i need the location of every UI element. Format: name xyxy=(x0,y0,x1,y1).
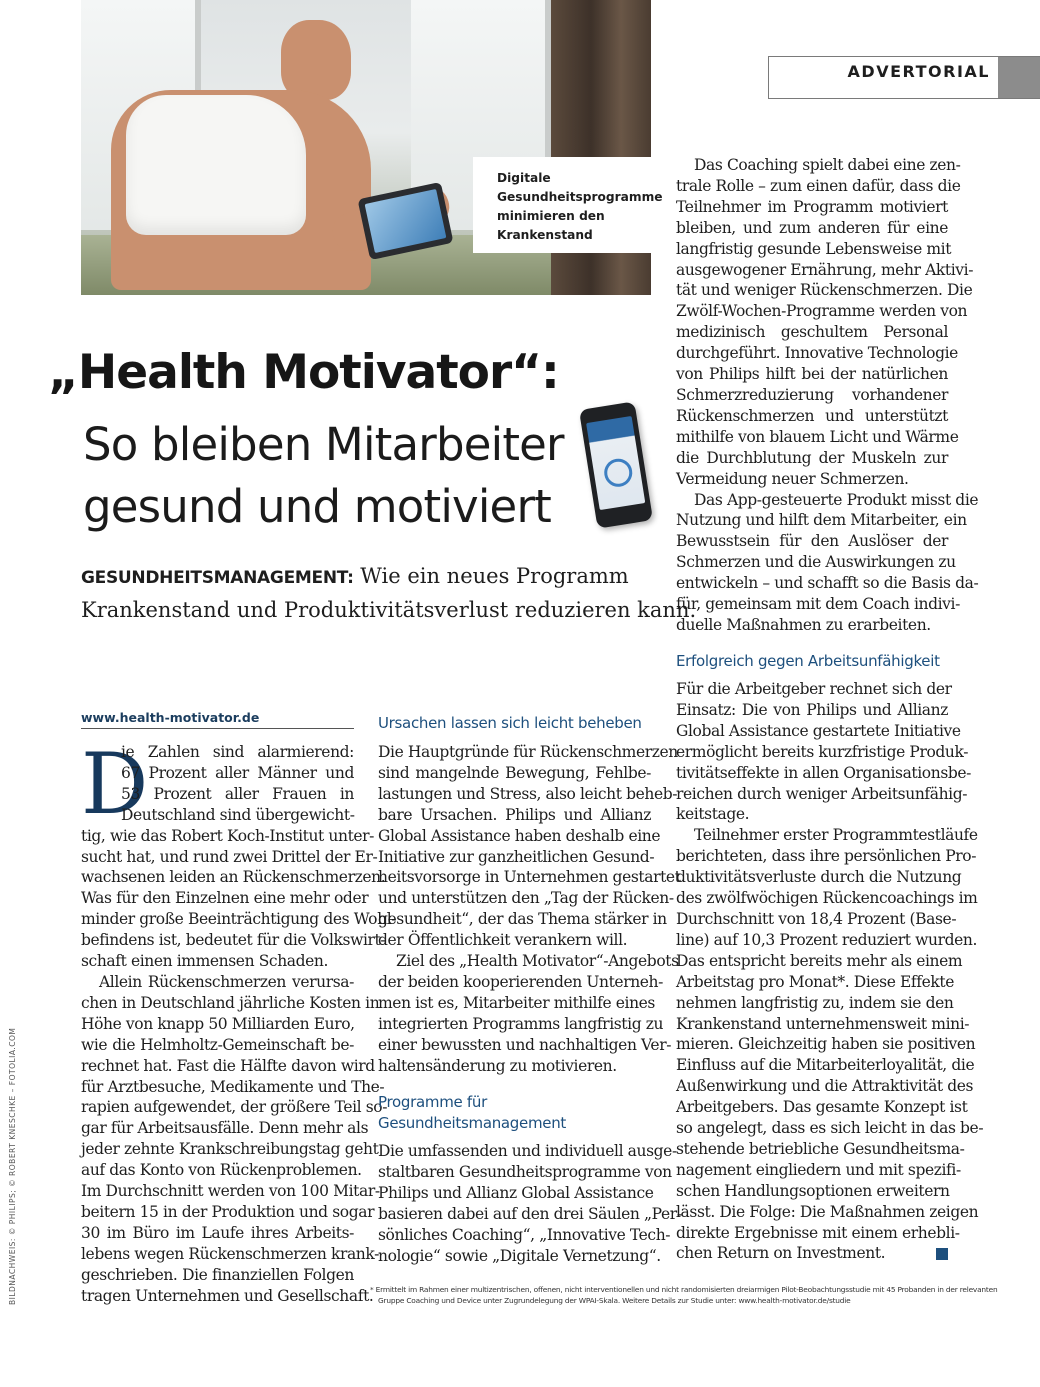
footnote-line: Gruppe Coaching und Device unter Zugrundelegung der WPAI-Skala. Weitere Details zur Studie unter: www.health-motivator.de/studie xyxy=(378,1295,851,1305)
text-line: ermöglicht bereits kurzfristige Produk- xyxy=(676,742,969,761)
subheading-programmes xyxy=(378,1092,566,1134)
lead-text: Wie ein neues Programm xyxy=(353,564,629,588)
text-line: Das entspricht bereits mehr als einem xyxy=(676,951,963,970)
text-line: Die Hauptgründe für Rückenschmerzen xyxy=(378,743,678,761)
text-line: auf das Konto von Rückenproblemen. xyxy=(81,1161,362,1180)
text-line: Im Durchschnitt werden von 100 Mitar- xyxy=(81,1182,380,1201)
text-line: für, gemeinsam mit dem Coach indivi- xyxy=(676,595,960,614)
text-line: jeder zehnte Krankschreibungstag geht xyxy=(81,1140,379,1159)
photo-caption xyxy=(473,157,663,253)
text-line: Was für den Einzelnen eine mehr oder xyxy=(81,889,369,908)
article-column-3-continued xyxy=(676,679,984,1264)
text-line: langfristig gesunde Lebensweise mit xyxy=(676,239,952,258)
text-line: duelle Maßnahmen zu erarbeiten. xyxy=(676,615,931,634)
text-line: gesundheit“, der das Thema stärker in xyxy=(378,910,667,929)
text-line: Arbeitgebers. Das gesamte Konzept ist xyxy=(676,1098,968,1117)
text-line: durchgeführt. Innovative Technologie xyxy=(676,344,958,363)
text-line: Schmerzen und die Auswirkungen zu xyxy=(676,553,956,572)
text-line: Philips und Allianz Global Assistance xyxy=(378,1183,654,1202)
text-line: Für die Arbeitgeber rechnet sich der xyxy=(676,680,952,698)
text-line: der beiden kooperierenden Unterneh- xyxy=(378,972,663,991)
text-line: des zwölfwöchigen Rückencoachings im xyxy=(676,889,978,908)
text-line: wachsenen leiden an Rückenschmerzen. xyxy=(81,868,386,887)
text-line: staltbaren Gesundheitsprogramme von xyxy=(378,1162,672,1181)
text-line: die Durchblutung der Muskeln zur xyxy=(676,448,948,467)
text-line: direkte Ergebnisse mit einem erhebli- xyxy=(676,1223,960,1242)
text-line: Rückenschmerzen und unterstützt xyxy=(676,406,948,425)
text-line: nagement eingliedern und mit spezifi- xyxy=(676,1160,961,1179)
text-line: Die umfassenden und individuell ausge- xyxy=(378,1142,677,1160)
text-line: sucht hat, und rund zwei Drittel der Er- xyxy=(81,847,378,866)
text-line: Krankenstand unternehmensweit mini- xyxy=(676,1014,970,1033)
text-line: 53 Prozent aller Frauen in xyxy=(121,784,354,803)
headline-title: „Health Motivator“: xyxy=(48,345,559,400)
text-line: duktivitätsverluste durch die Nutzung xyxy=(676,868,962,887)
subheading-line: Programme für xyxy=(378,1093,487,1111)
text-line: berichteten, dass ihre persönlichen Pro- xyxy=(676,847,977,866)
smartphone-image xyxy=(579,401,653,528)
text-line: 67 Prozent aller Männer und xyxy=(121,763,354,782)
article-column-2-continued xyxy=(378,1141,682,1266)
text-line: ie Zahlen sind alarmierend: xyxy=(121,743,354,761)
text-line: sönliches Coaching“, „Innovative Tech- xyxy=(378,1225,671,1244)
text-line: Das Coaching spielt dabei eine zen- xyxy=(694,156,961,174)
footnote xyxy=(370,1285,998,1306)
text-line: Allein Rückenschmerzen verursa- xyxy=(99,972,354,991)
text-line: mieren. Gleichzeitig haben sie positiven xyxy=(676,1035,976,1054)
text-line: Einfluss auf die Mitarbeiterloyalität, die xyxy=(676,1056,975,1075)
text-line: Global Assistance gestartete Initiative xyxy=(676,721,961,740)
text-line: befindens ist, bedeutet für die Volkswirt- xyxy=(81,931,386,950)
text-line: beitern 15 in der Produktion und sogar xyxy=(81,1202,375,1221)
subheading-success: Erfolgreich gegen Arbeitsunfähigkeit xyxy=(676,652,940,670)
article-column-2 xyxy=(378,742,681,1077)
text-line: nehmen langfristig zu, indem sie den xyxy=(676,993,954,1012)
advertorial-bar xyxy=(998,57,1040,98)
text-line: Teilnehmer im Programm motiviert xyxy=(676,197,948,216)
advertorial-label: ADVERTORIAL xyxy=(847,62,990,81)
lead-keyword: GESUNDHEITSMANAGEMENT: xyxy=(81,568,354,588)
text-line: mithilfe von blauem Licht und Wärme xyxy=(676,427,959,446)
text-line: von Philips hilft bei der natürlichen xyxy=(676,365,948,384)
text-line: Schmerzreduzierung vorhandener xyxy=(676,385,948,404)
caption-line: Digitale xyxy=(497,171,551,185)
text-line: nologie“ sowie „Digitale Vernetzung“. xyxy=(378,1246,661,1265)
text-line: gar für Arbeitsausfälle. Denn mehr als xyxy=(81,1119,369,1138)
text-line: keitstage. xyxy=(676,805,750,824)
text-line: ausgewogener Ernährung, mehr Aktivi- xyxy=(676,260,974,279)
text-line: trale Rolle – zum einen dafür, dass die xyxy=(676,176,961,195)
caption-line: minimieren den xyxy=(497,209,605,223)
article-column-1 xyxy=(81,735,397,1306)
footnote-line: * Ermittelt im Rahmen einer multizentrischen, offenen, nicht interventionellen und nicht randomisierten dreiarmigen Pilot-Beobachtungsstudie mit 45 Probanden in der relevanten xyxy=(370,1285,998,1294)
text-line: der Öffentlichkeit verankern will. xyxy=(378,931,628,950)
text-line: rapien aufgewendet, der größere Teil so- xyxy=(81,1098,388,1117)
text-line: rechnet hat. Fast die Hälfte davon wird xyxy=(81,1056,375,1075)
drop-cap: D xyxy=(81,735,149,833)
text-line: chen Return on Investment. xyxy=(676,1244,886,1263)
text-line: wie die Helmholtz-Gemeinschaft be- xyxy=(81,1035,354,1054)
caption-line: Gesundheitsprogramme xyxy=(497,190,663,204)
subheading-line: Gesundheitsmanagement xyxy=(378,1114,566,1132)
article-column-3 xyxy=(676,155,979,636)
text-line: Vermeidung neuer Schmerzen. xyxy=(676,469,909,488)
text-line: schaft einen immensen Schaden. xyxy=(81,952,329,971)
text-line: lässt. Die Folge: Die Maßnahmen zeigen xyxy=(676,1202,979,1221)
text-line: Durchschnitt von 18,4 Prozent (Base- xyxy=(676,909,957,928)
text-line: Bewusstsein für den Auslöser der xyxy=(676,532,948,551)
text-line: tig, wie das Robert Koch-Institut unter- xyxy=(81,826,375,845)
text-line: haltensänderung zu motivieren. xyxy=(378,1056,617,1075)
text-line: geschrieben. Die finanziellen Folgen xyxy=(81,1265,354,1284)
subheading-causes: Ursachen lassen sich leicht beheben xyxy=(378,714,642,732)
website-link[interactable]: www.health-motivator.de xyxy=(81,710,354,729)
text-line: einer bewussten und nachhaltigen Ver- xyxy=(378,1035,672,1054)
text-line: bare Ursachen. Philips und Allianz xyxy=(378,805,651,824)
text-line: bleiben, und zum anderen für eine xyxy=(676,218,948,237)
text-line: basieren dabei auf den drei Säulen „Per- xyxy=(378,1204,682,1223)
text-line: lastungen und Stress, also leicht beheb- xyxy=(378,784,678,803)
text-line: reichen durch weniger Arbeitsunfähig- xyxy=(676,784,968,803)
text-line: Ziel des „Health Motivator“-Angebots xyxy=(396,952,679,971)
image-credit: BILDNACHWEIS: © PHILIPS; © ROBERT KNESCHKE – FOTOLIA.COM xyxy=(8,1027,17,1305)
text-line: sind mangelnde Bewegung, Fehlbe- xyxy=(378,763,651,782)
text-line: tragen Unternehmen und Gesellschaft. xyxy=(81,1286,374,1305)
text-line: line) auf 10,3 Prozent reduziert wurden. xyxy=(676,930,978,949)
text-line: entwickeln – und schafft so die Basis da- xyxy=(676,574,979,593)
text-line: integrierten Programms langfristig zu xyxy=(378,1014,664,1033)
text-line: tivitätseffekte in allen Organisationsbe- xyxy=(676,763,972,782)
text-line: Zwölf-Wochen-Programme werden von xyxy=(676,302,968,321)
text-line: chen in Deutschland jährliche Kosten in xyxy=(81,993,380,1012)
text-line: Global Assistance haben deshalb eine xyxy=(378,826,661,845)
text-line: stehende betriebliche Gesundheitsma- xyxy=(676,1139,965,1158)
text-line: so angelegt, dass es sich leicht in das be- xyxy=(676,1119,984,1138)
lead-paragraph xyxy=(81,560,697,626)
text-line: men ist es, Mitarbeiter mithilfe eines xyxy=(378,993,655,1012)
end-mark xyxy=(936,1248,948,1260)
text-line: Nutzung und hilft dem Mitarbeiter, ein xyxy=(676,511,967,530)
text-line: Teilnehmer erster Programmtestläufe xyxy=(694,826,978,845)
text-line: Deutschland sind übergewicht- xyxy=(121,805,355,824)
text-line: medizinisch geschultem Personal xyxy=(676,323,948,342)
text-line: Arbeitstag pro Monat*. Diese Effekte xyxy=(676,972,954,991)
text-line: lebens wegen Rückenschmerzen krank- xyxy=(81,1244,379,1263)
text-line: Einsatz: Die von Philips und Allianz xyxy=(676,700,948,719)
text-line: schen Handlungsoptionen erweitern xyxy=(676,1181,950,1200)
headline-subtitle-line: So bleiben Mitarbeiter xyxy=(83,418,564,471)
text-line: 30 im Büro im Laufe ihres Arbeits- xyxy=(81,1223,354,1242)
text-line: und unterstützen den „Tag der Rücken- xyxy=(378,889,674,908)
text-line: Außenwirkung und die Attraktivität des xyxy=(676,1077,974,1096)
caption-line: Krankenstand xyxy=(497,228,593,242)
lead-text: Krankenstand und Produktivitätsverlust reduzieren kann. xyxy=(81,598,697,622)
text-line: für Arztbesuche, Medikamente und The- xyxy=(81,1077,385,1096)
text-line: Initiative zur ganzheitlichen Gesund- xyxy=(378,847,655,866)
headline-subtitle-line: gesund und motiviert xyxy=(83,480,551,533)
text-line: Höhe von knapp 50 Milliarden Euro, xyxy=(81,1014,355,1033)
text-line: heitsvorsorge in Unternehmen gestartet xyxy=(378,868,681,887)
text-line: minder große Beeinträchtigung des Wohl- xyxy=(81,910,397,929)
text-line: Das App-gesteuerte Produkt misst die xyxy=(694,490,979,509)
text-line: tät und weniger Rückenschmerzen. Die xyxy=(676,281,973,300)
advertorial-tag xyxy=(768,56,1040,99)
